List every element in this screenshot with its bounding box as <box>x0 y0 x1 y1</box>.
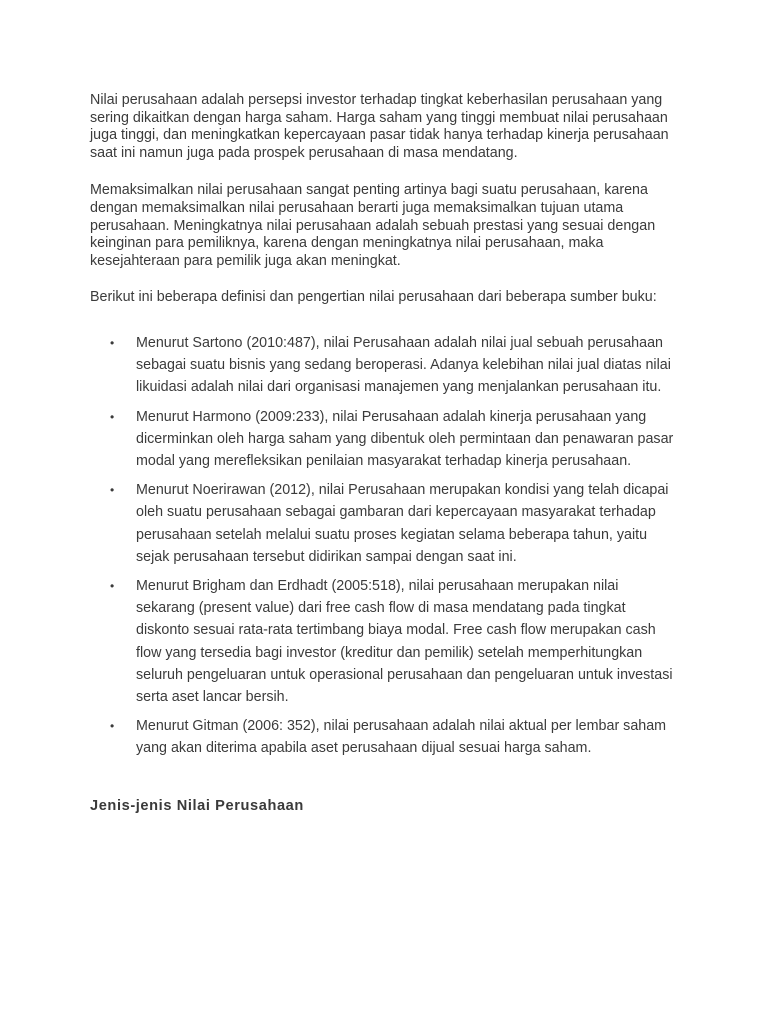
definitions-intro-paragraph: Berikut ini beberapa definisi dan pengertian nilai perusahaan dari beberapa sumber buku: <box>90 289 657 306</box>
list-item-text: Menurut Brigham dan Erdhadt (2005:518), nilai perusahaan merupakan nilai sekarang (present value) dari free cash flow di masa mendatang pada tingkat diskonto sesuai rata-rata tertimbang biaya modal. Free cash flow merupakan cash flow yang tersedia bagi investor (kreditur dan pemilik) setelah memperhitungkan seluruh pengeluaran untuk operasional perusahaan dan pengeluaran untuk investasi serta aset lancar bersih. <box>136 577 673 705</box>
list-item <box>90 406 680 473</box>
list-item-text: Menurut Gitman (2006: 352), nilai perusahaan adalah nilai aktual per lembar saham yang akan diterima apabila aset perusahaan dijual sesuai harga saham. <box>136 718 667 757</box>
importance-paragraph: Memaksimalkan nilai perusahaan sangat penting artinya bagi suatu perusahaan, karena dengan memaksimalkan nilai perusahaan berarti juga memaksimalkan tujuan utama perusahaan. Meningkatnya nilai perusahaan adalah sebuah prestasi yang sesuai dengan keinginan para pemiliknya, karena dengan meningkatnya nilai perusahaan, maka kesejahteraan para pemilik juga akan meningkat. <box>90 182 656 269</box>
list-item-text: Menurut Noerirawan (2012), nilai Perusahaan merupakan kondisi yang telah dicapai oleh suatu perusahaan sebagai gambaran dari kepercayaan masyarakat terhadap perusahaan setelah melalui suatu proses kegiatan selama beberapa tahun, yaitu sejak perusahaan tersebut didirikan sampai dengan saat ini. <box>136 482 669 565</box>
section-heading: Jenis-jenis Nilai Perusahaan <box>90 797 304 814</box>
bullet-icon: • <box>110 719 115 734</box>
document-page <box>90 92 680 814</box>
list-item <box>90 575 680 708</box>
list-item-text: Menurut Harmono (2009:233), nilai Perusahaan adalah kinerja perusahaan yang dicerminkan oleh harga saham yang dibentuk oleh permintaan dan penawaran pasar modal yang merefleksikan penilaian masyarakat terhadap kinerja perusahaan. <box>136 408 674 469</box>
bullet-icon: • <box>110 483 115 498</box>
list-item-text: Menurut Sartono (2010:487), nilai Perusahaan adalah nilai jual sebuah perusahaan sebagai suatu bisnis yang sedang beroperasi. Adanya kelebihan nilai jual diatas nilai likuidasi adalah nilai dari organisasi manajemen yang menjalankan perusahaan itu. <box>136 334 671 396</box>
definitions-list <box>90 332 680 760</box>
bullet-icon: • <box>110 578 115 593</box>
bullet-icon: • <box>110 409 115 424</box>
intro-paragraph: Nilai perusahaan adalah persepsi investor terhadap tingkat keberhasilan perusahaan yang sering dikaitkan dengan harga saham. Harga saham yang tinggi membuat nilai perusahaan juga tinggi, dan meningkatkan kepercayaan pasar tidak hanya terhadap kinerja perusahaan saat ini namun juga pada prospek perusahaan di masa mendatang. <box>90 92 669 161</box>
list-item <box>90 332 680 399</box>
list-item <box>90 479 680 568</box>
list-item <box>90 715 680 759</box>
bullet-icon: • <box>110 335 115 350</box>
